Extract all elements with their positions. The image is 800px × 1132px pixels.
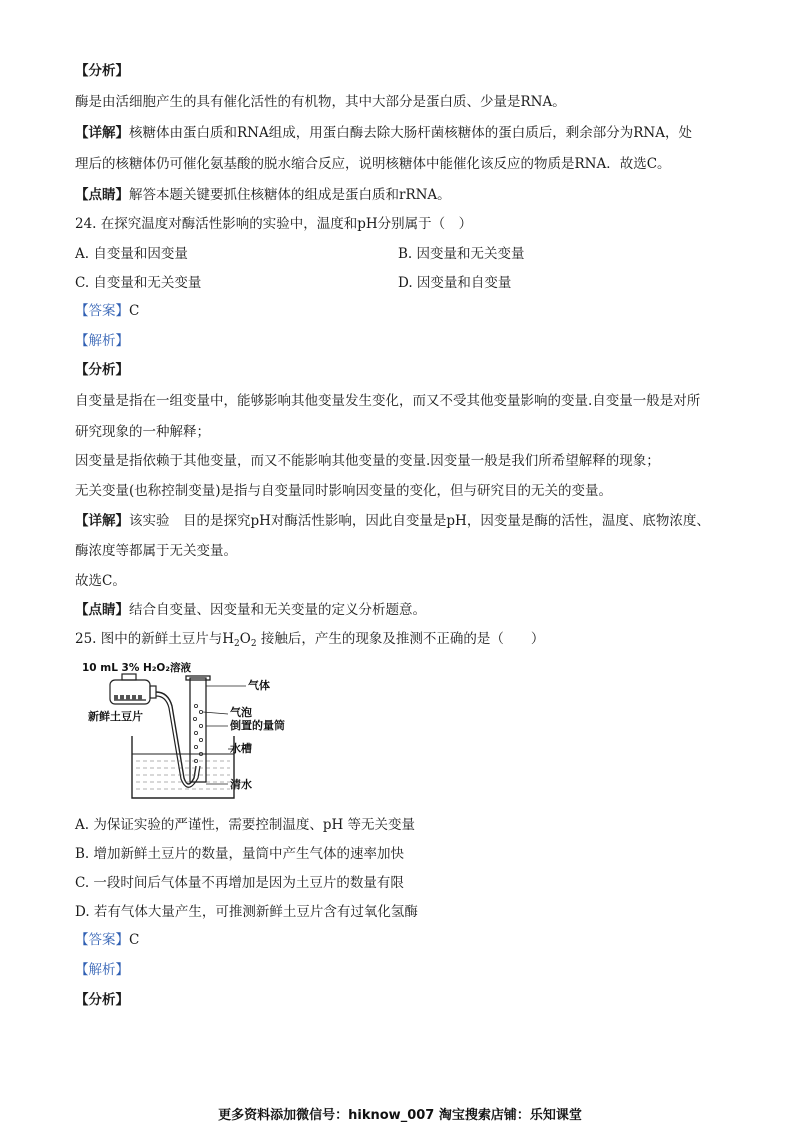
label-bubble: 气泡 — [230, 706, 252, 719]
water-tank — [132, 736, 234, 798]
q24-detail-tag: 【详解】 — [75, 513, 129, 529]
q25-answer-line — [75, 931, 139, 949]
q24-comment-text: 结合自变量、因变量和无关变量的定义分析题意。 — [129, 602, 426, 618]
q23-comment-text: 解答本题关键要抓住核糖体的组成是蛋白质和rRNA。 — [129, 187, 451, 203]
q25-option-c: C. 一段时间后气体量不再增加是因为土豆片的数量有限 — [75, 875, 404, 891]
label-water: 清水 — [230, 778, 252, 791]
q24-analysis-line-1: 自变量是指在一组变量中，能够影响其他变量发生变化，而又不受其他变量影响的变量.自变量一般是对所 — [75, 393, 701, 409]
q24-option-b: B. 因变量和无关变量 — [398, 246, 525, 262]
q23-detail-text-1: 核糖体由蛋白质和RNA组成，用蛋白酶去除大肠杆菌核糖体的蛋白质后，剩余部分为RNA，处 — [129, 125, 692, 141]
potato-slices-icon — [114, 695, 142, 700]
q24-answer-value: C — [129, 303, 140, 319]
q24-detail-line-1 — [75, 512, 710, 530]
q23-detail-line-1 — [75, 124, 692, 142]
q25-stem — [75, 630, 544, 653]
q25-stem-mid: O — [239, 631, 251, 647]
label-gas: 气体 — [248, 679, 270, 692]
q24-answer-tag: 【答案】 — [75, 303, 129, 319]
q23-detail-line-2: 理后的核糖体仍可催化氨基酸的脱水缩合反应，说明核糖体中能催化该反应的物质是RNA．故选C。 — [75, 156, 671, 172]
q24-comment-line — [75, 601, 426, 619]
q24-answer-line — [75, 302, 139, 320]
q23-analysis-tag: 【分析】 — [75, 63, 129, 79]
q25-answer-tag: 【答案】 — [75, 932, 129, 948]
label-potato: 新鲜土豆片 — [88, 710, 143, 723]
q24-analysis-line-2: 研究现象的一种解释； — [75, 424, 210, 440]
label-cylinder: 倒置的量筒 — [230, 719, 285, 732]
q24-analysis-tag: 【分析】 — [75, 362, 129, 378]
q25-answer-value: C — [129, 932, 140, 948]
q25-option-b: B. 增加新鲜土豆片的数量，量筒中产生气体的速率加快 — [75, 846, 405, 862]
inverted-cylinder — [186, 676, 210, 782]
q24-detail-line-2: 酶浓度等都属于无关变量。 — [75, 543, 237, 559]
q24-analysis-line-4: 无关变量(也称控制变量)是指与自变量同时影响因变量的变化，但与研究目的无关的变量。 — [75, 483, 613, 499]
q24-explain-tag: 【解析】 — [75, 333, 129, 349]
q25-stem-post: 接触后，产生的现象及推测不正确的是（ ） — [256, 631, 545, 647]
q25-stem-pre: 25. 图中的新鲜土豆片与H — [75, 631, 235, 647]
q25-option-a: A. 为保证实验的严谨性，需要控制温度、pH 等无关变量 — [75, 817, 416, 833]
q24-option-d: D. 因变量和自变量 — [398, 275, 512, 291]
q25-analysis-tag: 【分析】 — [75, 992, 129, 1008]
q24-comment-tag: 【点睛】 — [75, 602, 129, 618]
q23-analysis-text: 酶是由活细胞产生的具有催化活性的有机物，其中大部分是蛋白质、少量是RNA。 — [75, 94, 566, 110]
q24-detail-text-1: 该实验 目的是探究pH对酶活性影响，因此自变量是pH，因变量是酶的活性，温度、底物浓度、 — [129, 513, 710, 529]
q24-stem: 24. 在探究温度对酶活性影响的实验中，温度和pH分别属于（ ） — [75, 216, 473, 232]
q25-stem-sub: 2 — [234, 639, 240, 649]
q25-explain-tag: 【解析】 — [75, 962, 129, 978]
q25-stem-sub2: 2 — [250, 639, 257, 649]
q23-comment-tag: 【点睛】 — [75, 187, 129, 203]
q23-comment-line — [75, 186, 451, 204]
q24-option-c: C. 自变量和无关变量 — [75, 275, 202, 291]
q24-analysis-line-3: 因变量是指依赖于其他变量，而又不能影响其他变量的变量.因变量一般是我们所希望解释的现象； — [75, 453, 660, 469]
label-solution: 10 mL 3% H₂O₂溶液 — [82, 662, 191, 674]
q24-choose: 故选C。 — [75, 573, 126, 589]
experiment-figure — [80, 656, 320, 806]
q24-option-a: A. 自变量和因变量 — [75, 246, 188, 262]
label-tank: 水槽 — [230, 742, 252, 755]
q25-option-d: D. 若有气体大量产生，可推测新鲜土豆片含有过氧化氢酶 — [75, 904, 418, 920]
page-footer: 更多资料添加微信号：hiknow_007 淘宝搜索店铺：乐知课堂 — [218, 1108, 582, 1123]
q23-detail-tag: 【详解】 — [75, 125, 129, 141]
